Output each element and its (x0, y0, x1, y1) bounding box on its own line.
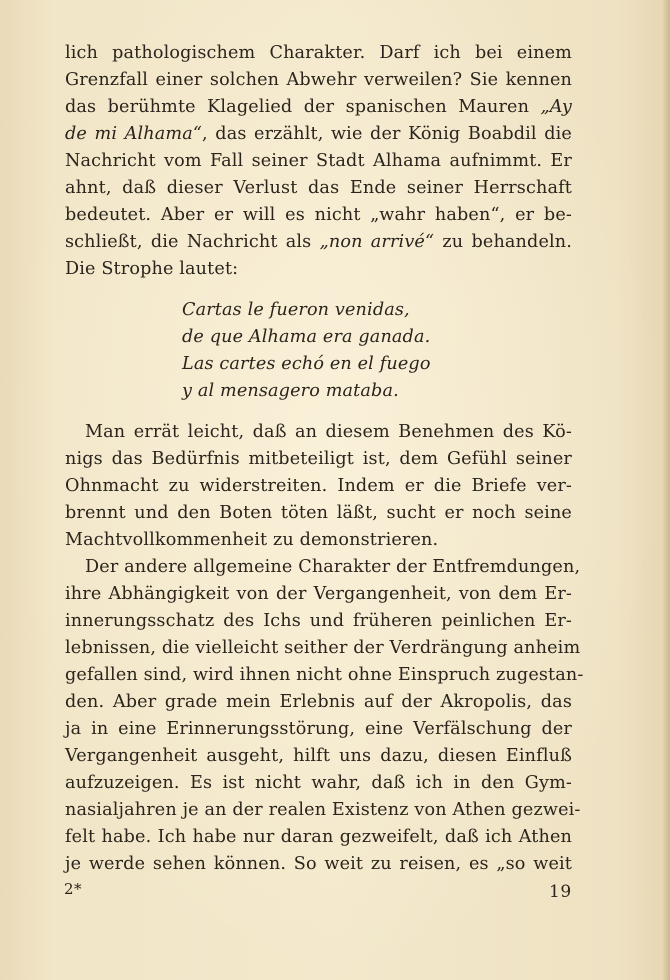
italic-phrase: „non arrivé“ (319, 232, 435, 252)
text-line: ja in eine Erinnerungsstörung, eine Verfälschung der (65, 719, 572, 739)
verse-line: Cartas le fueron venidas, (182, 300, 410, 320)
text-line: Die Strophe lautet: (65, 259, 239, 279)
verse-stanza (182, 297, 572, 405)
text-line: Grenzfall einer solchen Abwehr verweilen? Sie kennen (65, 70, 572, 90)
signature-mark: 2* (64, 880, 83, 898)
text-line: schließt, die Nachricht als „non arrivé“ zu behandeln. (65, 232, 573, 252)
text-line: innerungsschatz des Ichs und früheren peinlichen Er- (65, 611, 572, 631)
text-line: Machtvollkommenheit zu demonstrieren. (65, 530, 439, 550)
text-line: brennt und den Boten töten läßt, sucht er noch seine (65, 503, 572, 523)
verse-line: y al mensagero mataba. (182, 381, 399, 401)
text-line: den. Aber grade mein Erlebnis auf der Akropolis, das (65, 692, 572, 712)
text-line: aufzuzeigen. Es ist nicht wahr, daß ich in den Gym- (65, 773, 572, 793)
text-line: ahnt, daß dieser Verlust das Ende seiner Herrschaft (65, 178, 572, 198)
text-line: je werde sehen können. So weit zu reisen, es „so weit (65, 854, 572, 874)
text-line: nigs das Bedürfnis mitbeteiligt ist, dem Gefühl seiner (65, 449, 572, 469)
page-number: 19 (549, 882, 572, 902)
spacer (65, 405, 572, 419)
text-line: lebnissen, die vielleicht seither der Verdrängung anheim (65, 638, 581, 658)
verse-line: de que Alhama era ganada. (182, 327, 431, 347)
text-line: nasialjahren je an der realen Existenz von Athen gezwei- (65, 800, 581, 820)
text-line: Der andere allgemeine Charakter der Entfremdungen, (85, 557, 581, 577)
text-line: bedeutet. Aber er will es nicht „wahr haben“, er be- (65, 205, 572, 225)
text-line: Nachricht vom Fall seiner Stadt Alhama aufnimmt. Er (65, 151, 572, 171)
text-line: Ohnmacht zu widerstreiten. Indem er die Briefe ver- (65, 476, 572, 496)
italic-title: de mi Alhama“ (65, 124, 203, 144)
paragraph-2 (65, 419, 572, 554)
spacer (65, 283, 572, 297)
text-line: das berühmte Klagelied der spanischen Mauren „Ay (65, 97, 572, 117)
text-line: gefallen sind, wird ihnen nicht ohne Einspruch zugestan- (65, 665, 584, 685)
text-line: ihre Abhängigkeit von der Vergangenheit, von dem Er- (65, 584, 572, 604)
paragraph-3 (65, 554, 584, 878)
paragraph-1 (65, 40, 572, 283)
text-line: de mi Alhama“, das erzählt, wie der König Boabdil die (65, 124, 572, 144)
body-text (65, 40, 584, 878)
italic-title: „Ay (540, 97, 572, 117)
text-line: lich pathologischem Charakter. Darf ich bei einem (65, 43, 572, 63)
verse-line: Las cartes echó en el fuego (182, 354, 431, 374)
text-line: felt habe. Ich habe nur daran gezweifelt, daß ich Athen (65, 827, 572, 847)
text-line: Vergangenheit ausgeht, hilft uns dazu, diesen Einfluß (65, 746, 572, 766)
text-line: Man errät leicht, daß an diesem Benehmen des Kö- (85, 422, 572, 442)
